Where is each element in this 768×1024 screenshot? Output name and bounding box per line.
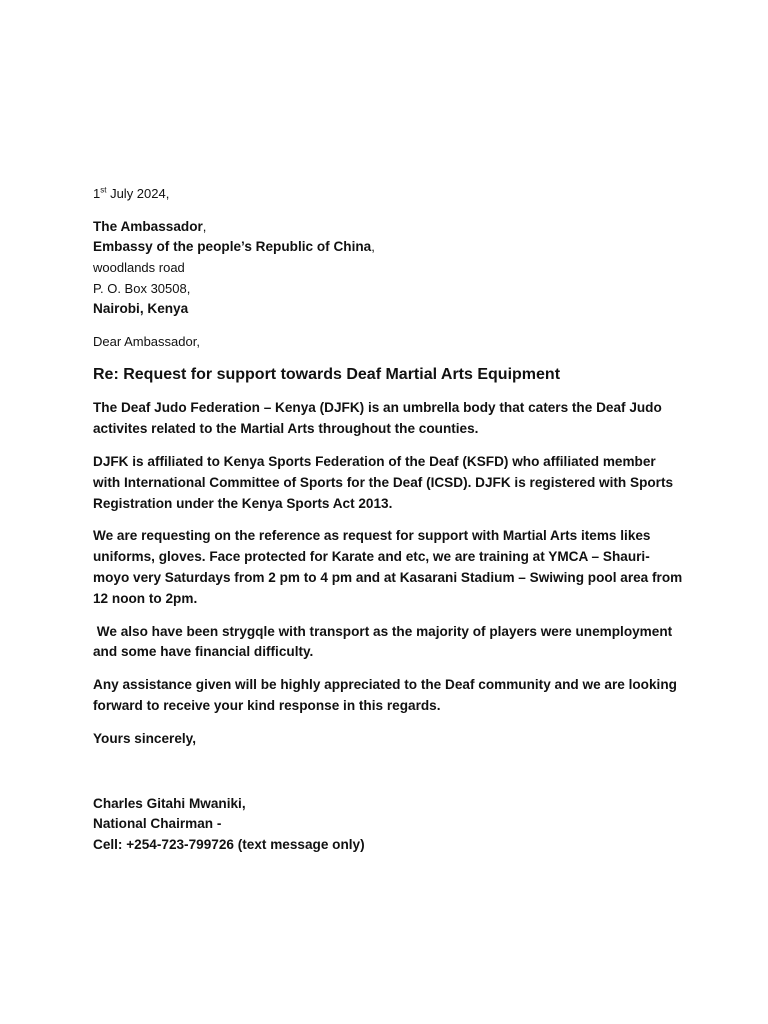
salutation: Dear Ambassador, — [93, 333, 200, 349]
date-day: 1 — [93, 186, 101, 201]
date-rest: July 2024, — [106, 186, 170, 201]
signature-name: Charles Gitahi Mwaniki, — [93, 795, 246, 811]
signature-position: National Chairman - — [93, 816, 222, 832]
recipient-org: Embassy of the people’s Republic of China — [93, 239, 372, 255]
paragraph-2: DJFK is affiliated to Kenya Sports Federation of the Deaf (KSFD) who affiliated member with International Committee of Sports for the Deaf (ICSD). DJFK is registered with Sports Registration under the Kenya Sports Act 2013. — [93, 453, 674, 511]
date-suffix: st — [100, 185, 107, 195]
closing: Yours sincerely, — [93, 730, 197, 746]
recipient-city: Nairobi, Kenya — [93, 301, 189, 317]
recipient-title-punct: , — [202, 218, 207, 234]
recipient-street: woodlands road — [93, 260, 185, 276]
paragraph-5: Any assistance given will be highly appreciated to the Deaf community and we are looking forward to receive your kind response in this regards. — [93, 677, 677, 713]
letter-date — [93, 184, 683, 205]
recipient-box: P. O. Box 30508, — [93, 280, 191, 296]
letter-page — [93, 184, 683, 856]
paragraph-3: We are requesting on the reference as request for support with Martial Arts items likes uniforms, gloves. Face protected for Karate and etc, we are training at YMCA – Shauri-moyo very Saturdays from 2 pm to 4 pm and at Kasarani Stadium – Swiwing pool area from 12 noon to 2pm. — [93, 528, 683, 606]
recipient-title-line — [93, 217, 683, 238]
recipient-org-punct: , — [371, 239, 375, 255]
recipient-title: The Ambassador — [93, 218, 203, 234]
signature-contact: Cell: +254-723-799726 (text message only) — [93, 837, 365, 853]
recipient-address — [93, 217, 683, 320]
signature-block — [93, 794, 683, 856]
recipient-org-line — [93, 237, 683, 258]
paragraph-4: We also have been strygqle with transport as the majority of players were unemployment and some have financial difficulty. — [93, 623, 676, 660]
subject-line: Re: Request for support towards Deaf Martial Arts Equipment — [93, 366, 561, 384]
paragraph-1: The Deaf Judo Federation – Kenya (DJFK) is an umbrella body that caters the Deaf Judo activites related to the Martial Arts throughout the counties. — [93, 400, 662, 437]
